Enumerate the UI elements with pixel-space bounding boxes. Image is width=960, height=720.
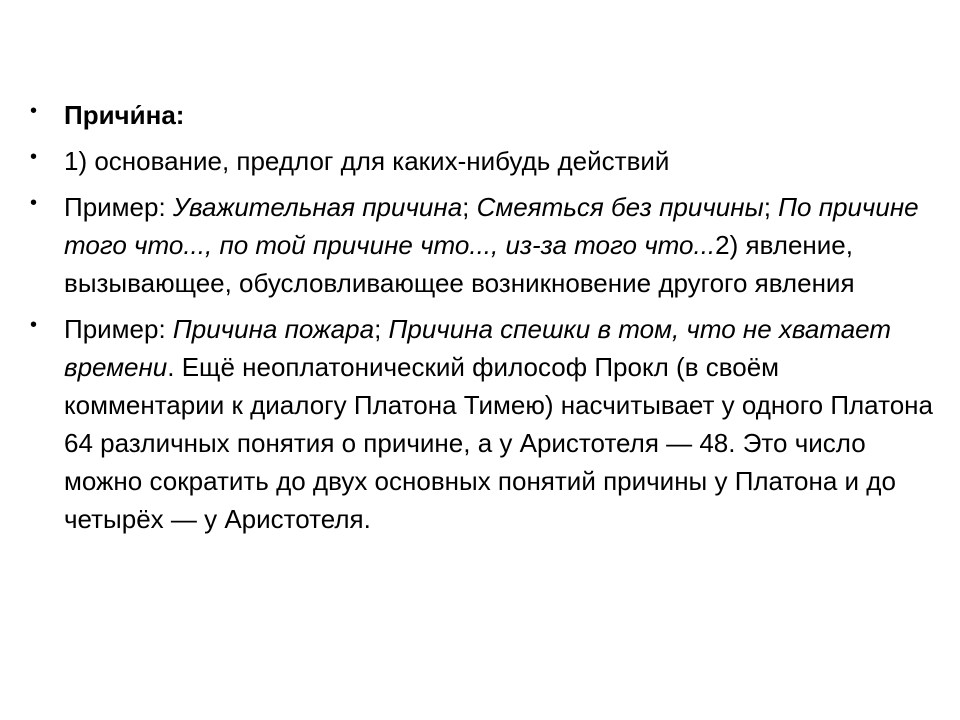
bullet-icon: •	[30, 314, 38, 336]
bullet-item-title	[30, 96, 945, 134]
example-phrase: Смеяться без причины	[476, 192, 764, 222]
definition-1-text: 1) основание, предлог для каких-нибудь действий	[64, 146, 670, 176]
example-phrase: Уважительная причина	[172, 192, 463, 222]
example-label: Пример:	[64, 192, 173, 222]
bullet-item-example-1	[30, 188, 945, 302]
example-label: Пример:	[64, 314, 173, 344]
bullet-item-example-2	[30, 310, 945, 538]
separator: ;	[374, 314, 389, 344]
example-phrase: Причина спешки в том, что не хватает времени	[64, 314, 891, 382]
separator: ;	[462, 192, 477, 222]
bullet-icon: •	[30, 100, 38, 122]
bullet-icon: •	[30, 146, 38, 168]
bullet-item-definition-1	[30, 142, 945, 180]
bullet-list	[30, 96, 945, 546]
separator: ;	[763, 192, 779, 222]
title-term: Причи́на:	[64, 100, 185, 130]
bullet-icon: •	[30, 192, 38, 214]
definition-2-text: 2) явление, вызывающее, обусловливающее возникновение другого явления	[64, 230, 855, 298]
explanation-text: . Ещё неоплатонический философ Прокл (в своём комментарии к диалогу Платона Тимею) насчитывает у одного Платона 64 различных понятия о причине, а у Аристотеля — 48. Это число можно сократить до двух основных понятий причины у Платона и до четырёх — у Аристотеля.	[64, 352, 933, 534]
example-phrase: По причине того что..., по той причине что..., из-за того что...	[64, 192, 919, 260]
example-phrase: Причина пожара	[172, 314, 375, 344]
